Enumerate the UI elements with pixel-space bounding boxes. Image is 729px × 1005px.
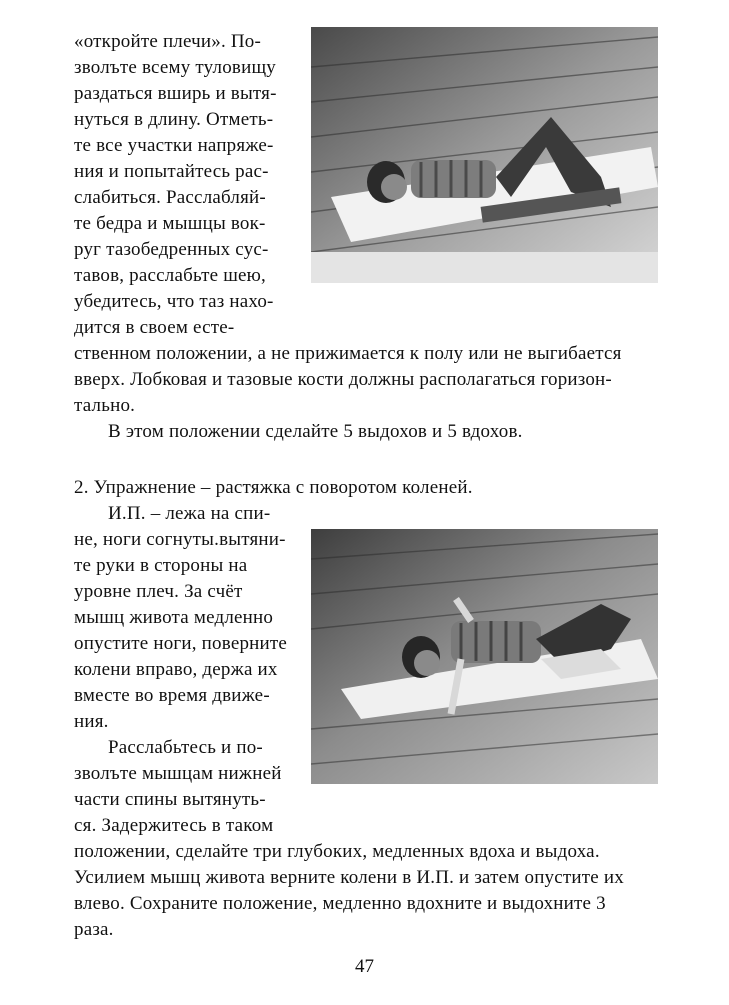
text-line: ственном положении, а не прижимается к полу или не выгибается (74, 343, 622, 364)
text-line: И.П. – лежа на спи- (108, 503, 271, 524)
exercise-heading: 2. Упражнение – растяжка с поворотом коленей. (74, 477, 473, 498)
exercise-photo-1 (311, 27, 658, 283)
photo-1-illustration (311, 27, 658, 283)
text-line: зволъте всему туловищу (74, 57, 276, 78)
text-line: положении, сделайте три глубоких, медленных вдоха и выдоха. (74, 841, 600, 862)
text-line: ния. (74, 711, 109, 732)
text-line: колени вправо, держа их (74, 659, 278, 680)
page-number: 47 (355, 956, 374, 977)
text-line: зволъте мышцам нижней (74, 763, 282, 784)
text-line: ся. Задержитесь в таком (74, 815, 274, 836)
text-line: влево. Сохраните положение, медленно вдохните и выдохните 3 (74, 893, 606, 914)
text-line: дится в своем есте- (74, 317, 235, 338)
text-line: Расслабьтесь и по- (108, 737, 263, 758)
text-line: нуться в длину. Отметь- (74, 109, 274, 130)
photo-2-illustration (311, 529, 658, 784)
text-line: убедитесь, что таз нахо- (74, 291, 274, 312)
text-line: В этом положении сделайте 5 выдохов и 5 вдохов. (108, 421, 523, 442)
text-line: вместе во время движе- (74, 685, 270, 706)
text-line: ния и попытайтесь рас- (74, 161, 269, 182)
text-line: уровне плеч. За счёт (74, 581, 243, 602)
text-line: руг тазобедренных сус- (74, 239, 269, 260)
text-line: опустите ноги, поверните (74, 633, 288, 654)
text-line: Усилием мышц живота верните колени в И.П. и затем опустите их (74, 867, 624, 888)
text-line: раздаться вширь и вытя- (74, 83, 277, 104)
text-line: тально. (74, 395, 136, 416)
text-line: слабиться. Расслабляй- (74, 187, 266, 208)
exercise-photo-2 (311, 529, 658, 784)
text-line: те все участки напряже- (74, 135, 274, 156)
text-line: тавов, расслабьте шею, (74, 265, 266, 286)
text-line: те бедра и мышцы вок- (74, 213, 266, 234)
text-line: не, ноги согнуты.вытяни- (74, 529, 286, 550)
text-line: вверх. Лобковая и тазовые кости должны располагаться горизон- (74, 369, 612, 390)
text-line: мышц живота медленно (74, 607, 274, 628)
text-line: «откройте плечи». По- (74, 31, 262, 52)
text-line: те руки в стороны на (74, 555, 248, 576)
text-line: раза. (74, 919, 114, 940)
text-line: части спины вытянуть- (74, 789, 266, 810)
